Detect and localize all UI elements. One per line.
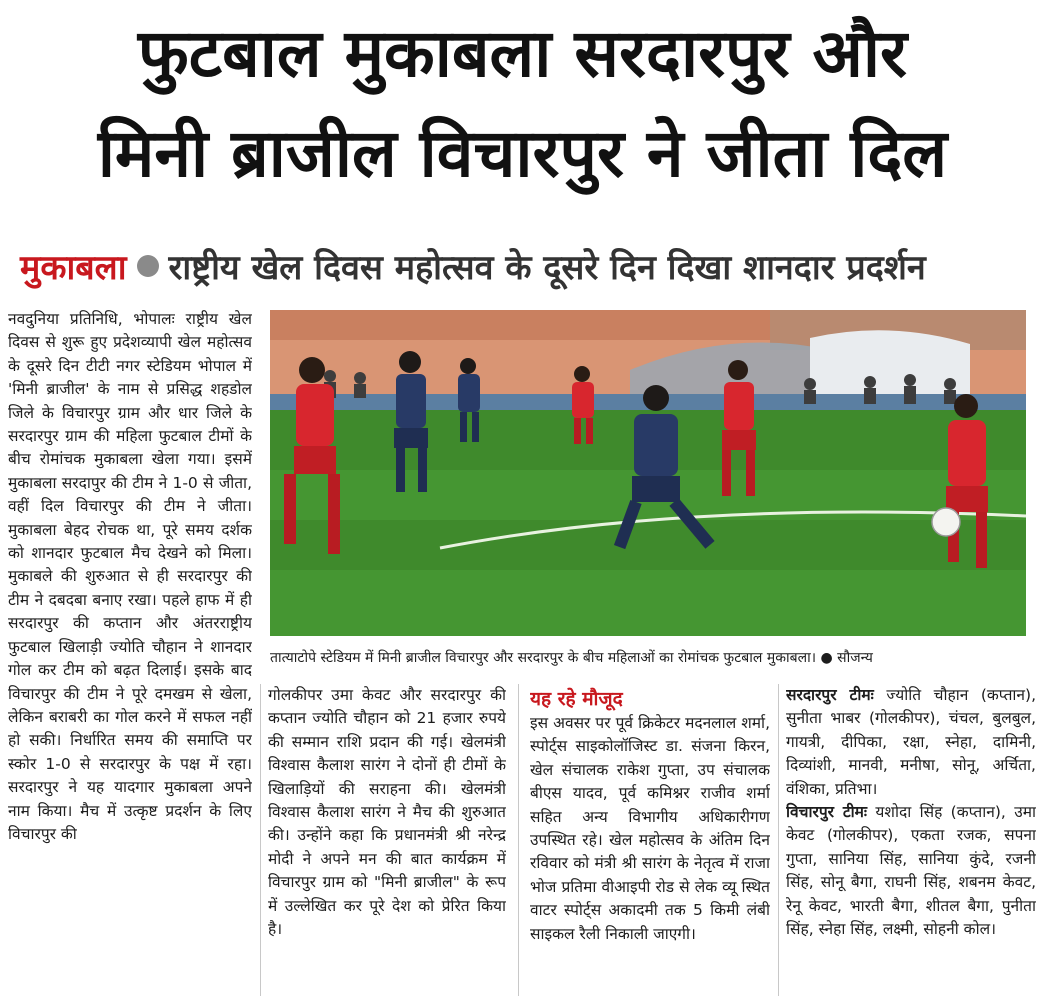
article-column-1: नवदुनिया प्रतिनिधि, भोपालः राष्ट्रीय खेल दिवस से शुरू हुए प्रदेशव्यापी खेल महोत्सव के दूसरे दिन टीटी नगर स्टेडियम भोपाल में 'मिनी ब्राजील' के नाम से प्रसिद्ध शहडोल जिले के विचारपुर ग्राम और धार जिले के सरदारपुर ग्राम की महिला फुटबाल टीमों के बीच रोमांचक मुकाबला खेला गया। इसमें मुकाबला सरदापुर की टीम ने 1-0 से जीता, वहीं दिल विचारपुर की टीम ने जीता। मुकाबला बेहद रोचक था, पूरे समय दर्शक को शानदार फुटबाल मैच देखने को मिला। मुकाबले की शुरुआत से ही सरदारपुर की टीम ने दबदबा बनाए रखा। पहले हाफ में ही सरदारपुर की कप्तान और अंतरराष्ट्रीय फुटबाल खिलाड़ी ज्योति चौहान ने शानदार गोल कर टीम को बढ़त दिलाई। इसके बाद विचारपुर की टीम ने पूरे दमखम से खेला, लेकिन बराबरी का गोल करने में सफल नहीं हो सकी। निर्धारित समय की समाप्ति पर स्कोर 1-0 से सरदारपुर के पक्ष में रहा। सरदारपुर ने यह यादगार मुकाबला अपने नाम किया। मैच में उत्कृष्ट प्रदर्शन के लिए विचारपुर की <box>8 310 252 843</box>
subhead-tag: मुकाबला <box>20 248 127 288</box>
football-ball <box>932 508 960 536</box>
subheadline <box>20 240 1030 296</box>
headline-line-1: फुटबाल मुकाबला सरदारपुर और <box>137 15 908 92</box>
subhead-text: राष्ट्रीय खेल दिवस महोत्सव के दूसरे दिन दिखा शानदार प्रदर्शन <box>168 248 926 288</box>
headline-line-2: मिनी ब्राजील विचारपुर ने जीता दिल <box>97 115 948 192</box>
vicharpur-team-players: यशोदा सिंह (कप्तान), उमा केवट (गोलकीपर), एकता रजक, सपना गुप्ता, सानिया सिंह, सानिया कुंदे, रजनी सिंह, सोनू बैगा, राघनी सिंह, शबनम केवट, रेनू केवट, भारती बैगा, शीतल बैगा, पुनीता सिंह, स्नेहा सिंह, लक्ष्मी, सोहनी कोल। <box>786 803 1036 939</box>
present-box-text: इस अवसर पर पूर्व क्रिकेटर मदनलाल शर्मा, स्पोर्ट्स साइकोलॉजिस्ट डा. संजना किरन, खेल संचालक राकेश गुप्ता, उप संचालक बीएस यादव, पूर्व कमिश्नर राजीव शर्मा सहित अन्य विभागीय अधिकारीगण उपस्थित रहे। खेल महोत्सव के अंतिम दिन रविवार को मंत्री श्री सारंग के नेतृत्व में राजा भोज प्रतिमा वीआइपी रोड से लेक व्यू स्थित वाटर स्पोर्ट्स अकादमी तक 5 किमी लंबी साइकल रैली निकाली जाएगी। <box>530 714 770 943</box>
present-box <box>530 686 770 996</box>
column-divider <box>260 684 261 996</box>
article-column-2: गोलकीपर उमा केवट और सरदारपुर की कप्तान ज्योति चौहान को 21 हजार रुपये की सम्मान राशि प्रदान की गई। खेलमंत्री विश्वास कैलाश सारंग ने दोनों ही टीमों के खिलाड़ियों की सराहना की। खेलमंत्री विश्वास कैलाश सारंग ने मैच की शुरुआत की। उन्होंने कहा कि प्रधानमंत्री श्री नरेन्द्र मोदी ने अपने मन की बात कार्यक्रम में विचारपुर ग्राम को "मिनी ब्राजील" के रूप में उल्लेखित कर पूरे देश को प्रेरित किया है। <box>268 686 506 939</box>
sardarpur-team <box>786 684 1036 801</box>
vicharpur-team <box>786 801 1036 941</box>
sardarpur-team-players: ज्योति चौहान (कप्तान), सुनीता भाबर (गोलकीपर), चंचल, बुलबुल, गायत्री, दीपिका, रक्षा, स्नेहा, दामिनी, दिव्यांशी, मानवी, मनीषा, सोनू, अर्चिता, वंशिका, प्रतिभा। <box>786 686 1036 798</box>
team-lists <box>786 684 1036 994</box>
sardarpur-team-label: सरदारपुर टीमः <box>786 686 874 704</box>
football-match-illustration <box>270 310 1026 636</box>
present-box-title: यह रहे मौजूद <box>530 688 623 710</box>
vicharpur-team-label: विचारपुर टीमः <box>786 803 868 822</box>
bullet-dot-icon <box>137 255 159 277</box>
match-photo <box>270 310 1026 636</box>
column-divider <box>518 684 519 996</box>
column-divider <box>778 684 779 996</box>
photo-caption: तात्याटोपे स्टेडियम में मिनी ब्राजील विचारपुर और सरदारपुर के बीच महिलाओं का रोमांचक फुटबाल मुकाबला। ● सौजन्य <box>270 650 873 666</box>
